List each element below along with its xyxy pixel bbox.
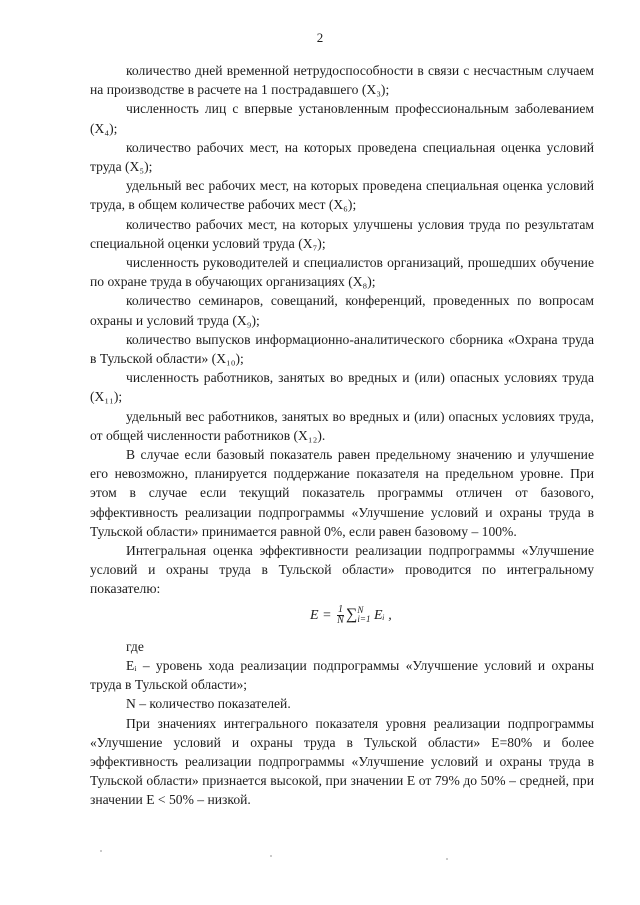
integral-assessment-paragraph: Интегральная оценка эффективности реализации подпрограммы «Улучшение условий и охраны труда в Тульской области» проводится по интегральному показателю:	[90, 543, 594, 597]
indicator-x11: численность работников, занятых во вредных и (или) опасных условиях труда (X₁₁);	[90, 370, 594, 405]
definition-n: N – количество показателей.	[126, 696, 291, 712]
scan-speck	[446, 858, 448, 860]
scan-speck	[100, 850, 102, 852]
formula-row	[90, 599, 594, 637]
sum-symbol: ∑	[346, 605, 358, 623]
effectiveness-criteria-paragraph: При значениях интегрального показателя уровня реализации подпрограммы «Улучшение условий и охраны труда в Тульской области» E=80% и более эффективность реализации подпрограммы «Улучшение условий и охраны труда в Тульской области» признается высокой, при значении E от 79% до 50% – средней, при значении E < 50% – низкой.	[90, 715, 594, 808]
document-body	[90, 61, 594, 810]
fraction-denominator: N	[337, 614, 344, 626]
fraction-numerator: 1	[338, 603, 344, 615]
indicator-x9: количество семинаров, совещаний, конференций, проведенных по вопросам охраны и условий труда (X₉);	[90, 293, 594, 328]
formula-lhs: E	[310, 607, 319, 623]
sum-limits	[357, 606, 370, 624]
page-number: 2	[316, 30, 324, 45]
indicator-x10: количество выпусков информационно-аналитического сборника «Охрана труда в Тульской области» (X₁₀);	[90, 331, 594, 367]
formula-term: Eᵢ	[374, 607, 385, 623]
sum-lower-limit: i=1	[357, 614, 371, 625]
formula-fraction	[337, 605, 344, 626]
formula-tail: ,	[388, 607, 392, 623]
base-indicator-paragraph: В случае если базовый показатель равен предельному значению и улучшение его невозможно, планируется поддержание показателя на предельном уровне. При этом в случае если текущий показатель программы отличен от базового, эффективность реализации подпрограммы «Улучшение условий и охраны труда в Тульской области» принимается равной 0%, если равен базовому – 100%.	[90, 447, 594, 539]
integral-formula	[310, 605, 392, 626]
sum-upper-limit: N	[357, 605, 364, 616]
indicator-x4: численность лиц с впервые установленным профессиональным заболеванием (X₄);	[90, 101, 594, 136]
indicator-x6: удельный вес рабочих мест, на которых проведена специальная оценка условий труда, в общем количестве рабочих мест (X₆);	[90, 178, 594, 213]
indicator-x12: удельный вес работников, занятых во вредных и (или) опасных условиях труда, от общей численности работников (X₁₂).	[90, 408, 594, 443]
scan-speck	[270, 855, 272, 857]
formula-equals: =	[322, 607, 332, 623]
indicator-x5: количество рабочих мест, на которых проведена специальная оценка условий труда (X₅);	[90, 139, 594, 175]
indicator-x8: численность руководителей и специалистов организаций, прошедших обучение по охране труда в обучающих организациях (X₈);	[90, 255, 594, 290]
indicator-x3: количество дней временной нетрудоспособности в связи с несчастным случаем на производстве в расчете на 1 пострадавшего (X₃);	[90, 63, 594, 98]
indicator-x7: количество рабочих мест, на которых улучшены условия труда по результатам специальной оценки условий труда (X₇);	[90, 216, 594, 251]
where-label: где	[126, 638, 144, 654]
definition-ei: Eᵢ – уровень хода реализации подпрограммы «Улучшение условий и охраны труда в Тульской области»;	[90, 657, 594, 693]
